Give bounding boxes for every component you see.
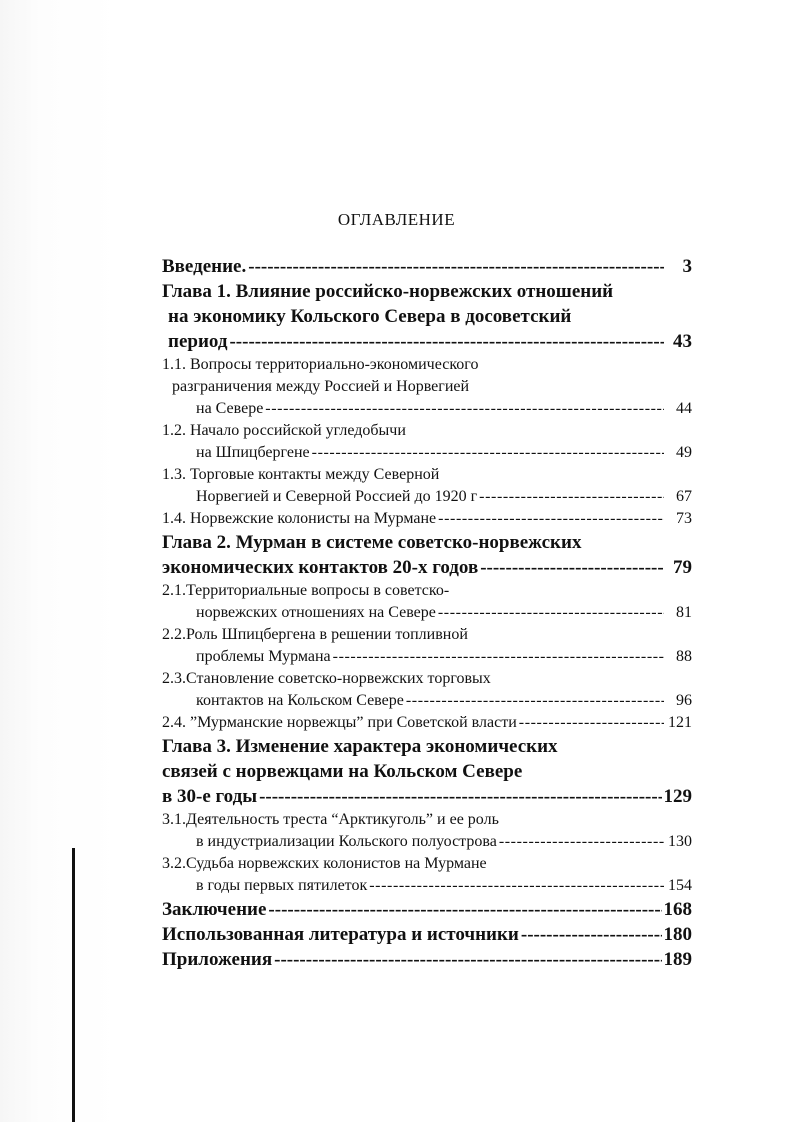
toc-page-number: 88 [676, 648, 692, 665]
toc-page-number: 73 [676, 510, 692, 527]
toc-entry-text: 3.1.Деятельность треста “Арктикуголь” и ее роль [162, 811, 499, 828]
toc-entry-chapter-3[interactable] [162, 734, 692, 809]
dot-leader [521, 922, 662, 947]
toc-page-number: 121 [668, 714, 692, 731]
dot-leader [312, 442, 664, 464]
toc-entry-text: экономических контактов 20-х годов [162, 557, 479, 578]
toc-entry-text: проблемы Мурмана [196, 648, 331, 665]
dot-leader [406, 690, 664, 712]
toc-page-number: 129 [663, 786, 692, 807]
toc-entry-text: Глава 2. Мурман в системе советско-норвежских [162, 532, 582, 553]
dot-leader [499, 831, 664, 853]
toc-entry-section-2-4[interactable] [162, 712, 692, 734]
toc-entry-text: 1.1. Вопросы территориально-экономического [162, 356, 479, 373]
toc-title: ОГЛАВЛЕНИЕ [337, 210, 456, 229]
toc-entry-chapter-2[interactable] [162, 530, 692, 580]
toc-entry-text: Глава 1. Влияние российско-норвежских отношений [162, 281, 614, 302]
toc-page-number: 44 [676, 400, 692, 417]
toc-entry-text: Заключение [162, 899, 267, 920]
toc-entry-section-1-2[interactable] [162, 420, 692, 464]
toc-entry-text: разграничения между Россией и Норвегией [172, 378, 470, 395]
toc-entry-section-3-2[interactable] [162, 853, 692, 897]
dot-leader [480, 555, 664, 580]
toc-entry-appendices[interactable] [162, 947, 692, 972]
toc-entry-text: норвежских отношениях на Севере [196, 604, 436, 621]
toc-page-number: 3 [682, 256, 692, 277]
toc-entry-section-1-3[interactable] [162, 464, 692, 508]
toc-entry-text: Использованная литература и источники [162, 924, 519, 945]
dot-leader [268, 897, 661, 922]
toc-entry-text: 1.4. Норвежские колонисты на Мурмане [162, 510, 437, 527]
toc-entry-section-1-4[interactable] [162, 508, 692, 530]
toc-entry-text: 1.2. Начало российской угледобычи [162, 422, 406, 439]
toc-entry-text: Введение. [162, 256, 247, 277]
toc-entry-section-2-1[interactable] [162, 580, 692, 624]
toc-entry-text: Норвегией и Северной Россией до 1920 г [196, 488, 478, 505]
toc-entry-conclusion[interactable] [162, 897, 692, 922]
dot-leader [438, 602, 664, 624]
toc-entry-text: период [168, 331, 228, 352]
dot-leader [274, 947, 661, 972]
toc-entry-section-2-2[interactable] [162, 624, 692, 668]
dot-leader [333, 646, 664, 668]
toc-entry-text: Глава 3. Изменение характера экономических [162, 736, 558, 757]
toc-entry-text: на Шпицбергене [196, 444, 310, 461]
toc-entry-text: на экономику Кольского Севера в досоветский [168, 306, 572, 327]
toc-page-number: 130 [668, 833, 692, 850]
dot-leader [265, 398, 664, 420]
toc-page-number: 67 [676, 488, 692, 505]
dot-leader [438, 508, 664, 530]
dot-leader [369, 875, 664, 897]
toc-entry-introduction[interactable] [162, 254, 692, 279]
toc-entry-section-2-3[interactable] [162, 668, 692, 712]
toc-entry-text: контактов на Кольском Севере [196, 692, 404, 709]
toc-entry-text: в годы первых пятилеток [196, 877, 368, 894]
toc-page-number: 96 [676, 692, 692, 709]
toc-page-number: 180 [663, 924, 692, 945]
toc-page-number: 81 [676, 604, 692, 621]
binding-edge-mark [72, 848, 75, 1122]
toc-entry-text: 1.3. Торговые контакты между Северной [162, 466, 440, 483]
toc-entry-text: в индустриализации Кольского полуострова [196, 833, 497, 850]
toc-entry-text: 2.1.Территориальные вопросы в советско- [162, 582, 450, 599]
toc-entry-text: Приложения [162, 949, 273, 970]
toc-entry-text: 2.3.Становление советско-норвежских торговых [162, 670, 491, 687]
toc-entry-bibliography[interactable] [162, 922, 692, 947]
toc-entry-text: на Севере [196, 400, 264, 417]
dot-leader [259, 784, 661, 809]
dot-leader [479, 486, 664, 508]
toc-entry-text: в 30-е годы [162, 786, 258, 807]
toc-page-number: 79 [673, 557, 692, 578]
dot-leader [229, 329, 664, 354]
toc-page-number: 49 [676, 444, 692, 461]
dot-leader [519, 712, 664, 734]
toc-entry-text: 3.2.Судьба норвежских колонистов на Мурмане [162, 855, 487, 872]
dot-leader [248, 254, 664, 279]
toc-entry-text: связей с норвежцами на Кольском Севере [162, 761, 523, 782]
toc-page-number: 189 [663, 949, 692, 970]
toc-entry-section-1-1[interactable] [162, 354, 692, 420]
toc-page-number: 168 [663, 899, 692, 920]
toc-entry-chapter-1[interactable] [162, 279, 692, 354]
toc-page-number: 43 [673, 331, 692, 352]
toc-entry-text: 2.2.Роль Шпицбергена в решении топливной [162, 626, 468, 643]
toc-entry-section-3-1[interactable] [162, 809, 692, 853]
table-of-contents [162, 254, 692, 972]
toc-page-number: 154 [668, 877, 692, 894]
toc-entry-text: 2.4. ”Мурманские норвежцы” при Советской власти [162, 714, 517, 731]
